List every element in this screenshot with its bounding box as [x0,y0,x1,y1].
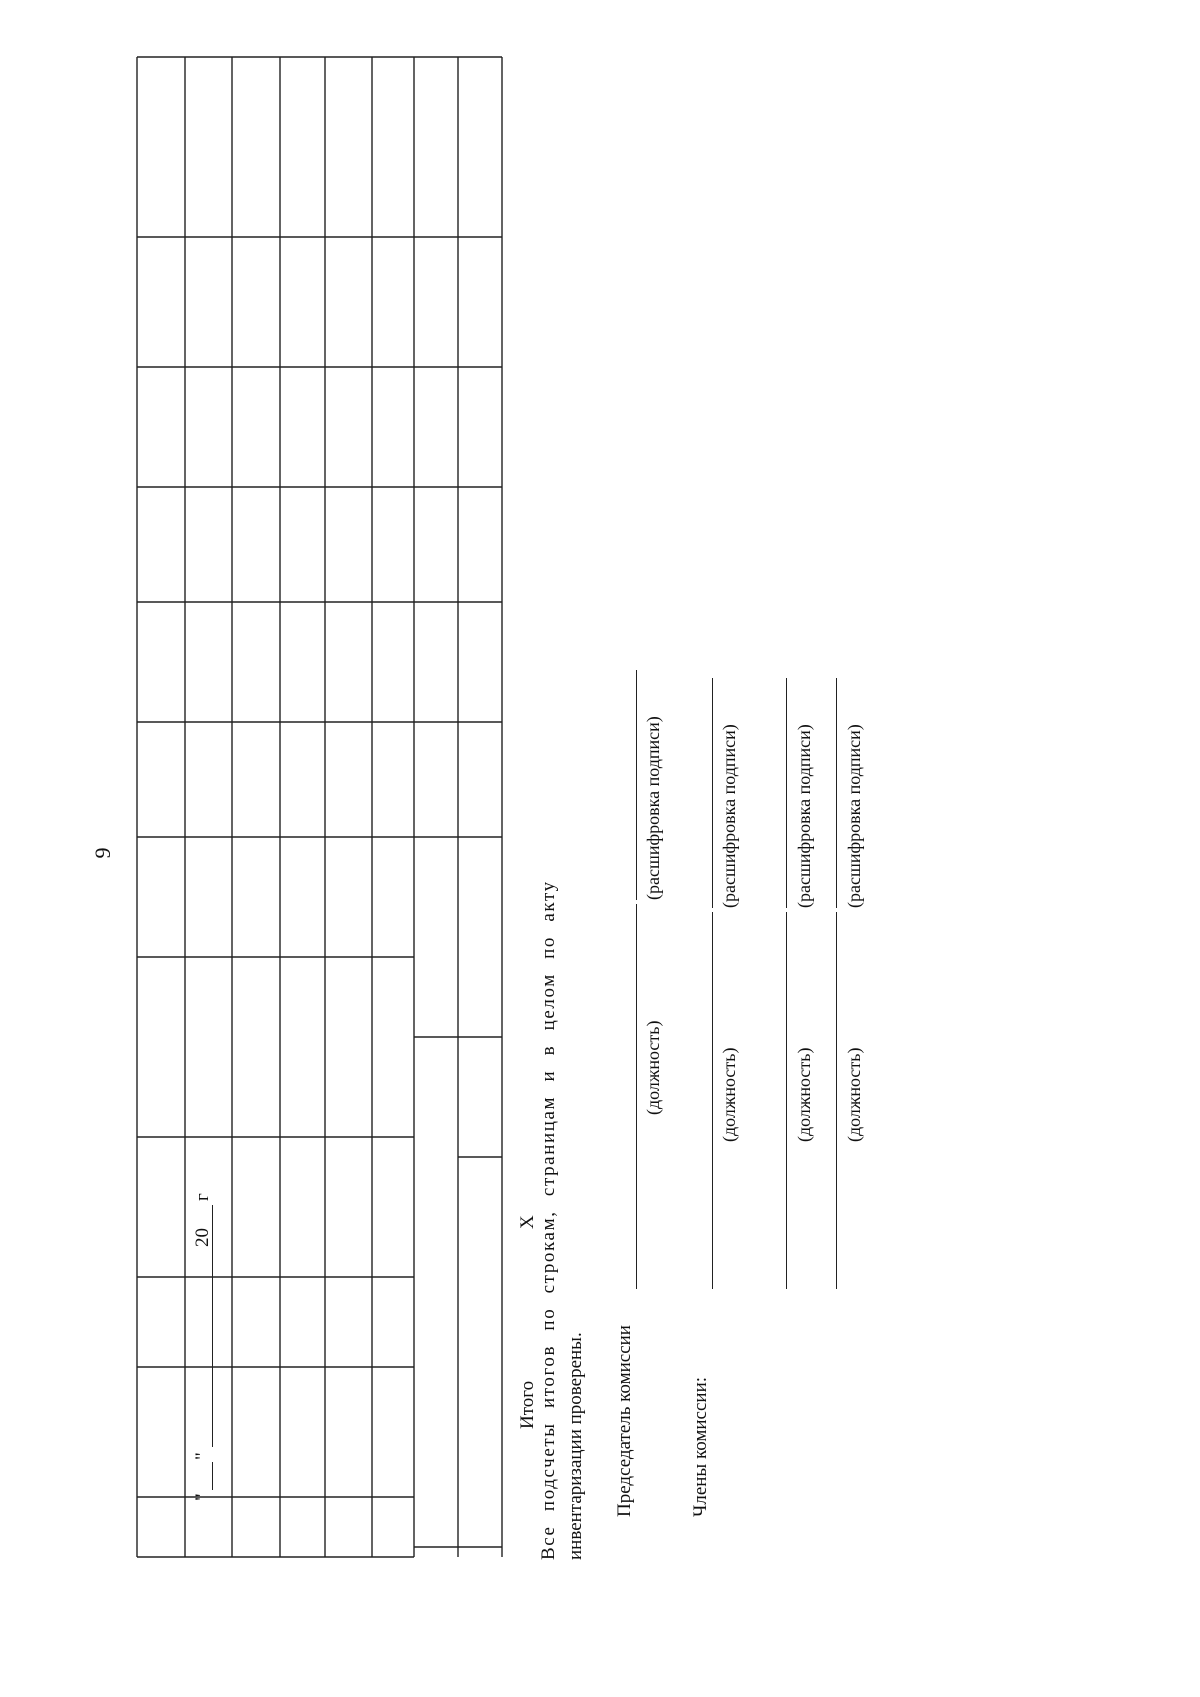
date-year-line [212,1205,213,1227]
members-label: Члены комиссии: [690,1376,711,1517]
verification-text: Все подсчеты итогов по строкам, страницам и в целом по акту [538,880,559,1560]
member1-signature-line [712,678,713,908]
date-quote-close: " [192,1452,213,1460]
member1-position-caption: (должность) [719,1047,739,1142]
chairman-signature-caption: (расшифровка подписи) [643,716,663,900]
date-quote-open: " [192,1493,213,1501]
member1-signature-caption: (расшифровка подписи) [719,724,739,908]
page-number: 9 [90,847,115,859]
total-label: Итого [517,1380,538,1429]
member2-signature-line [786,678,787,908]
total-x-cell: Х [517,1215,538,1229]
member2-signature-caption: (расшифровка подписи) [794,724,814,908]
date-month-line [212,1220,213,1447]
member3-signature-line [836,678,837,908]
chairman-position-line [636,904,637,1289]
verification-text-line2: инвентаризации проверены. [565,1332,586,1560]
member1-position-line [712,912,713,1289]
member3-position-line [836,912,837,1289]
member3-signature-caption: (расшифровка подписи) [844,724,864,908]
chairman-signature-line [636,670,637,900]
chairman-label: Председатель комиссии [614,1325,635,1517]
member3-position-caption: (должность) [844,1047,864,1142]
date-year-suffix: г [192,1193,213,1201]
member2-position-caption: (должность) [794,1047,814,1142]
date-day-line [212,1462,213,1490]
chairman-position-caption: (должность) [643,1020,663,1115]
date-year-prefix: 20 [192,1228,213,1247]
member2-position-line [786,912,787,1289]
